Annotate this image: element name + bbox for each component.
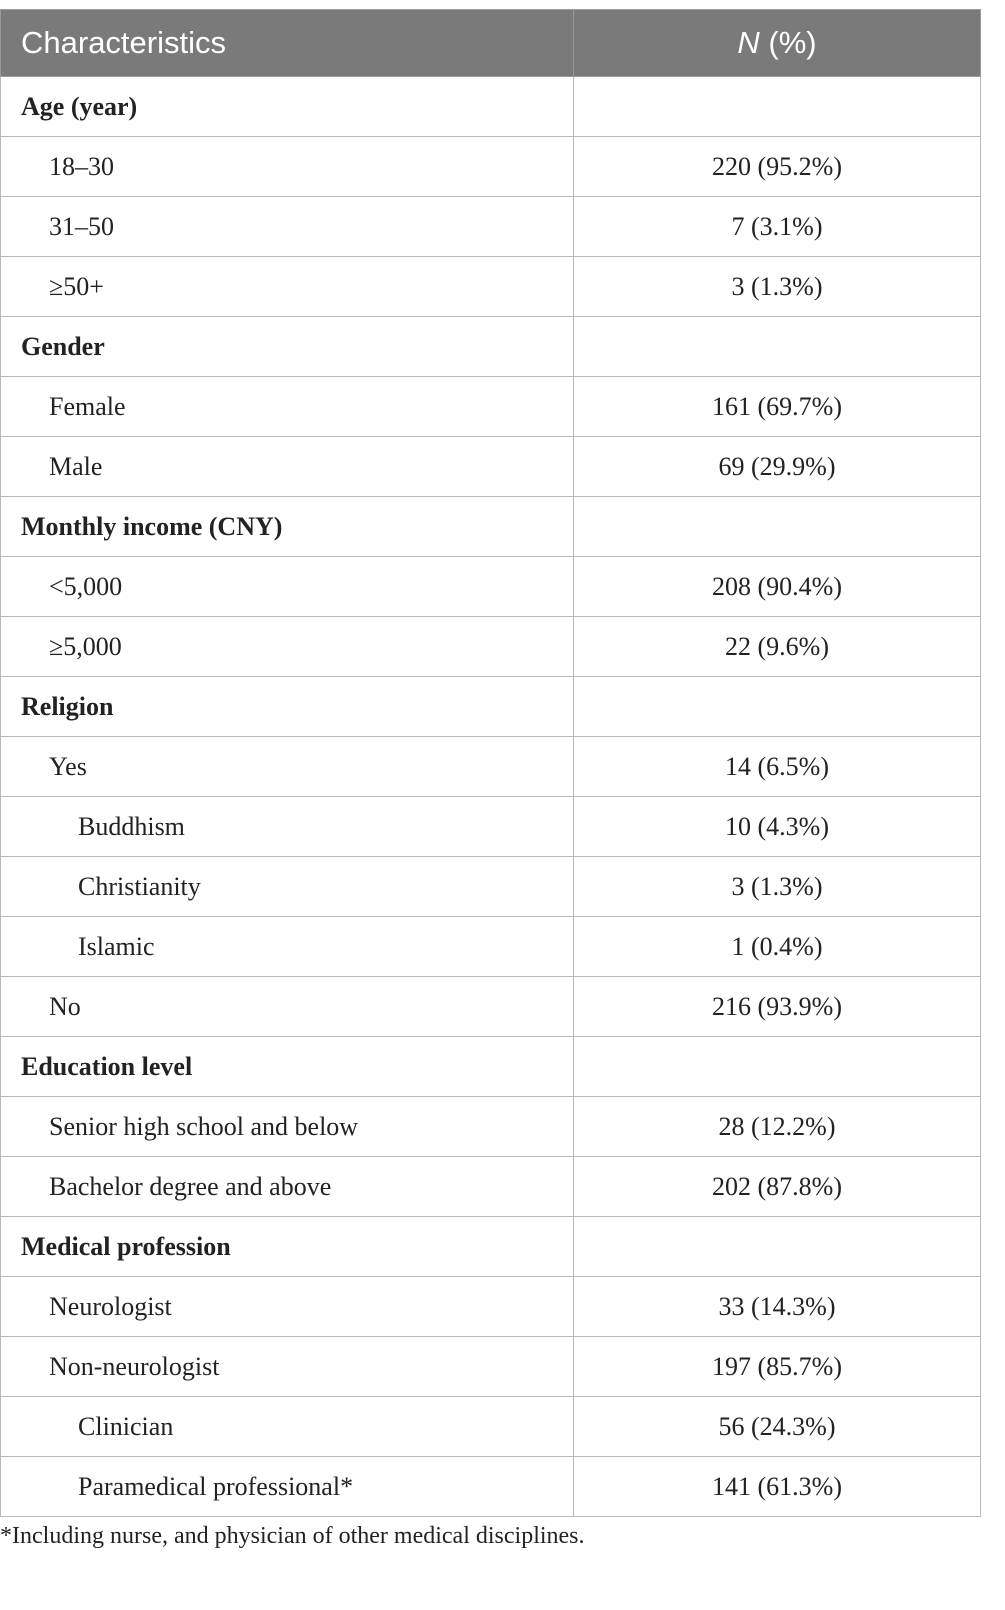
table-row <box>1 737 981 797</box>
section-label: Medical profession <box>1 1217 574 1277</box>
section-label: Monthly income (CNY) <box>1 497 574 557</box>
table-row <box>1 1457 981 1517</box>
row-label: Senior high school and below <box>1 1097 574 1157</box>
table-row <box>1 1337 981 1397</box>
row-label: Non-neurologist <box>1 1337 574 1397</box>
table-section-row <box>1 1217 981 1277</box>
table-row <box>1 977 981 1037</box>
table-row <box>1 1277 981 1337</box>
row-value: 208 (90.4%) <box>574 557 981 617</box>
header-n-percent <box>574 10 981 77</box>
row-value <box>574 317 981 377</box>
table-row <box>1 1097 981 1157</box>
row-label: Bachelor degree and above <box>1 1157 574 1217</box>
row-value: 197 (85.7%) <box>574 1337 981 1397</box>
row-value: 141 (61.3%) <box>574 1457 981 1517</box>
table-row <box>1 437 981 497</box>
row-value: 56 (24.3%) <box>574 1397 981 1457</box>
row-value: 33 (14.3%) <box>574 1277 981 1337</box>
row-value: 3 (1.3%) <box>574 257 981 317</box>
table-row <box>1 377 981 437</box>
row-value <box>574 77 981 137</box>
table-body <box>1 77 981 1517</box>
section-label: Gender <box>1 317 574 377</box>
section-label: Religion <box>1 677 574 737</box>
row-label: Clinician <box>1 1397 574 1457</box>
row-label: ≥50+ <box>1 257 574 317</box>
row-label: Female <box>1 377 574 437</box>
row-label: 31–50 <box>1 197 574 257</box>
row-value: 220 (95.2%) <box>574 137 981 197</box>
header-row <box>1 10 981 77</box>
row-value: 28 (12.2%) <box>574 1097 981 1157</box>
table-row <box>1 797 981 857</box>
row-value: 161 (69.7%) <box>574 377 981 437</box>
row-value <box>574 1037 981 1097</box>
row-value: 216 (93.9%) <box>574 977 981 1037</box>
table-row <box>1 617 981 677</box>
row-value <box>574 677 981 737</box>
header-n-label: N <box>737 25 760 60</box>
section-label: Education level <box>1 1037 574 1097</box>
row-value: 3 (1.3%) <box>574 857 981 917</box>
table-row <box>1 1157 981 1217</box>
table-row <box>1 557 981 617</box>
table-row <box>1 257 981 317</box>
table-section-row <box>1 1037 981 1097</box>
row-value: 22 (9.6%) <box>574 617 981 677</box>
row-label: <5,000 <box>1 557 574 617</box>
row-value: 1 (0.4%) <box>574 917 981 977</box>
row-value: 202 (87.8%) <box>574 1157 981 1217</box>
row-value: 14 (6.5%) <box>574 737 981 797</box>
row-label: Neurologist <box>1 1277 574 1337</box>
table-footnote: *Including nurse, and physician of other medical disciplines. <box>0 1523 585 1549</box>
characteristics-table-container <box>0 9 980 1517</box>
row-label: Christianity <box>1 857 574 917</box>
row-label: Yes <box>1 737 574 797</box>
table-row <box>1 1397 981 1457</box>
header-characteristics: Characteristics <box>1 10 574 77</box>
table-section-row <box>1 77 981 137</box>
row-value: 69 (29.9%) <box>574 437 981 497</box>
row-label: ≥5,000 <box>1 617 574 677</box>
table-section-row <box>1 677 981 737</box>
table-row <box>1 197 981 257</box>
row-label: 18–30 <box>1 137 574 197</box>
row-label: Buddhism <box>1 797 574 857</box>
row-label: No <box>1 977 574 1037</box>
row-value: 10 (4.3%) <box>574 797 981 857</box>
table-row <box>1 857 981 917</box>
characteristics-table <box>0 9 981 1517</box>
table-section-row <box>1 497 981 557</box>
row-label: Paramedical professional* <box>1 1457 574 1517</box>
table-header <box>1 10 981 77</box>
section-label: Age (year) <box>1 77 574 137</box>
row-value: 7 (3.1%) <box>574 197 981 257</box>
row-value <box>574 1217 981 1277</box>
table-row <box>1 137 981 197</box>
row-label: Male <box>1 437 574 497</box>
header-percent-label: (%) <box>759 25 817 60</box>
table-row <box>1 917 981 977</box>
table-section-row <box>1 317 981 377</box>
row-value <box>574 497 981 557</box>
row-label: Islamic <box>1 917 574 977</box>
